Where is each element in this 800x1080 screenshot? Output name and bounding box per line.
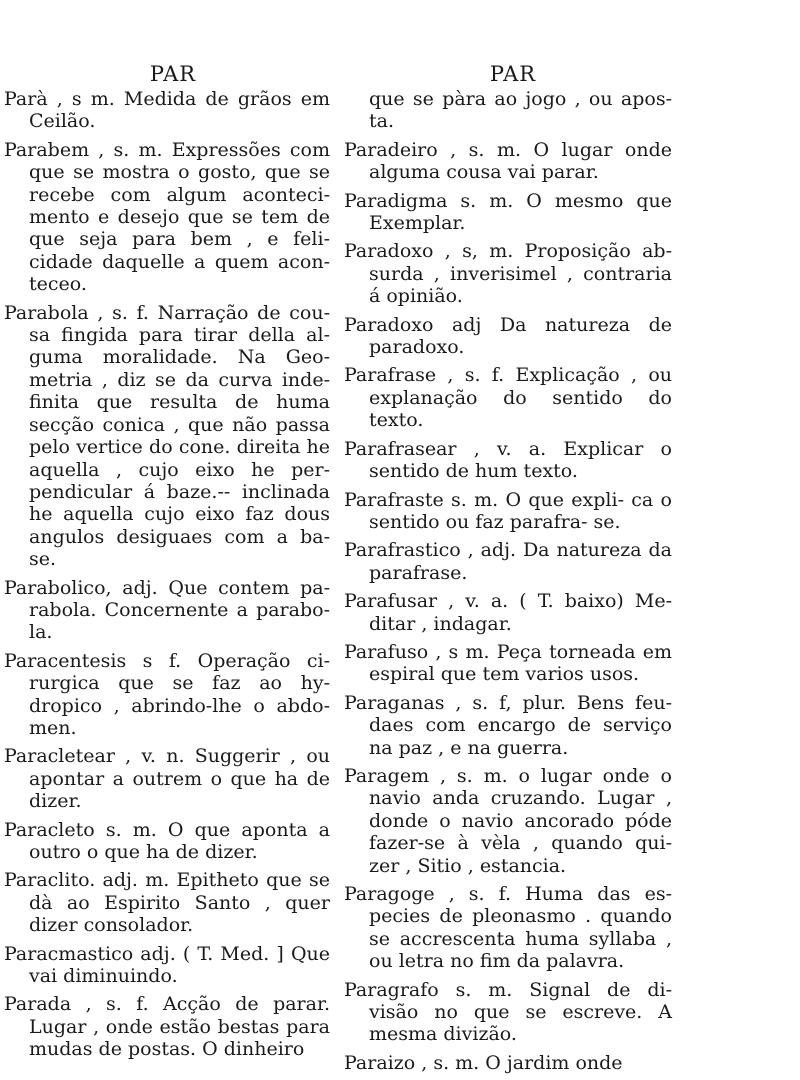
- entry-parabola: Parabola , s. f. Narração de cou- sa fingida para tirar della al- guma moralidade. Na Geo- metria , diz se da curva inde- finita que resulta de huma secção conica , que não passa pelo vertice do cone. direita he aquella , cujo eixo he per- pendicular á baze.-- inclinada he aquella cujo eixo faz dous angulos desiguaes com a ba- se.: [4, 301, 330, 571]
- entry-paracentesis: Paracentesis s f. Operação ci- rurgica que se faz ao hy- dropico , abrindo-lhe o abdo- men.: [4, 649, 330, 739]
- entry-paraclito: Paraclito. adj. m. Epitheto que se dà ao Espirito Santo , quer dizer consolador.: [4, 869, 330, 937]
- entry-paradigma: Paradigma s. m. O mesmo que Exemplar.: [344, 189, 672, 235]
- entry-parafrasear: Parafrasear , v. a. Explicar o sentido de hum texto.: [344, 437, 672, 483]
- entry-parada: Parada , s. f. Acção de parar. Lugar , onde estão bestas para mudas de postas. O dinheiro: [4, 993, 330, 1061]
- entry-paragoge: Paragoge , s. f. Huma das es- pecies de pleonasmo . quando se accrescenta huma syllaba , ou letra no fim da palavra.: [344, 883, 672, 973]
- entry-para: Parà , s m. Medida de grãos em Ceilão.: [4, 88, 330, 133]
- entry-parabolico: Parabolico, adj. Que contem pa- rabola. Concernente a parabo- la.: [4, 576, 330, 644]
- left-entry-list: [4, 88, 330, 1061]
- entry-parafusar: Parafusar , v. a. ( T. baixo) Me- ditar , indagar.: [344, 590, 672, 635]
- entry-paracletear: Paracletear , v. n. Suggerir , ou apontar a outrem o que ha de dizer.: [4, 745, 330, 813]
- entry-paragem: Paragem , s. m. o lugar onde o navio anda cruzando. Lugar , donde o navio ancorado póde fazer-se à vèla , quando qui- zer , Sitio , estancia.: [344, 764, 672, 877]
- entry-parafrase: Parafrase , s. f. Explicação , ou explanação do sentido do texto.: [344, 364, 672, 432]
- entry-continuation: que se pàra ao jogo , ou apos- ta.: [369, 88, 672, 133]
- entry-paracleto: Paracleto s. m. O que aponta a outro o que ha de dizer.: [4, 818, 330, 863]
- left-running-head: PAR: [149, 62, 197, 86]
- entry-paradoxo-noun: Paradoxo , s, m. Proposição ab- surda , inverisimel , contraria á opinião.: [344, 240, 672, 308]
- entry-parafuso: Parafuso , s m. Peça torneada em espiral que tem varios usos.: [344, 640, 672, 686]
- entry-paradoxo-adj: Paradoxo adj Da natureza de paradoxo.: [344, 313, 672, 359]
- entry-paradeiro: Paradeiro , s. m. O lugar onde alguma cousa vai parar.: [344, 138, 672, 184]
- entry-paracmastico: Paracmastico adj. ( T. Med. ] Que vai diminuindo.: [4, 942, 330, 988]
- entry-paragrafo: Paragrafo s. m. Signal de di- visão no que se escreve. A mesma divizão.: [344, 978, 672, 1046]
- right-running-head: PAR: [489, 62, 537, 86]
- entry-paraizo: Paraizo , s. m. O jardim onde: [344, 1051, 623, 1074]
- entry-parafrastico: Parafrastico , adj. Da natureza da parafrase.: [344, 539, 672, 584]
- entry-parafraste: Parafraste s. m. O que expli- ca o sentido ou faz parafra- se.: [344, 488, 672, 533]
- left-column: [4, 62, 330, 1067]
- entry-parabem: Parabem , s. m. Expressões com que se mostra o gosto, que se recebe com algum aconteci- mento e desejo que se tem de que seja para bem , e feli- cidade daquelle a quem acon- teceo.: [4, 138, 330, 296]
- right-column: [344, 62, 672, 1080]
- entry-paraganas: Paraganas , s. f, plur. Bens feu- daes com encargo de serviço na paz , e na guerra.: [344, 691, 672, 759]
- right-entry-list: [344, 139, 672, 1074]
